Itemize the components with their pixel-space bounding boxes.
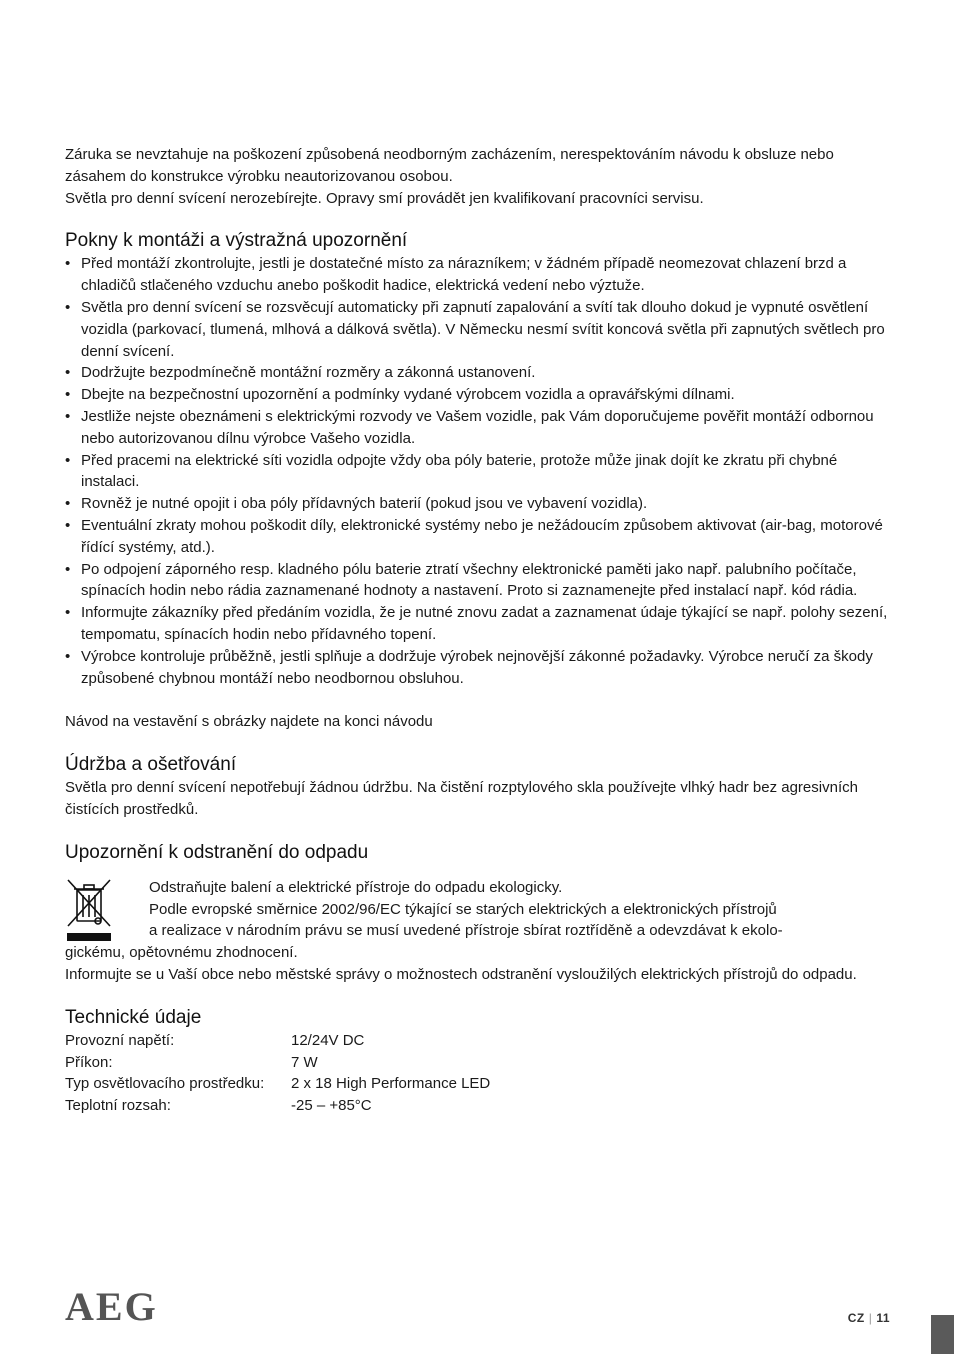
spec-value: 2 x 18 High Performance LED — [291, 1075, 491, 1093]
list-item: • Před montáží zkontrolujte, jestli je dostatečné místo za nárazníkem; v žádném případě neomezovat chlazení brzd a chladičů stlačeného vzduchu anebo poškodit hadice, elektrická vedení nebo výztuže. — [65, 253, 895, 297]
spec-key: Teplotní rozsah: — [65, 1097, 171, 1115]
page-number: CZ | 11 — [847, 1311, 890, 1325]
spec-value: 7 W — [291, 1053, 318, 1071]
disposal-line: a realizace v národním právu se musí uvedené přístroje sbírat roztříděně a odevzdávat k ekolo- — [149, 922, 783, 940]
section-title-care: Údržba a ošetřování — [65, 754, 237, 776]
spec-key: Typ osvětlovacího prostředku: — [65, 1075, 265, 1093]
list-item: • Dodržujte bezpodmínečně montážní rozměry a zákonná ustanovení. — [65, 362, 895, 384]
table-row — [65, 1073, 490, 1095]
section-title-disposal: Upozornění k odstranění do odpadu — [65, 841, 369, 863]
disposal-line: Podle evropské směrnice 2002/96/EC týkající se starých elektrických a elektronických přístrojů — [149, 900, 777, 918]
spec-key: Provozní napětí: — [65, 1031, 175, 1049]
mounting-list — [65, 253, 895, 689]
disposal-line: Informujte se u Vaší obce nebo městské správy o možnostech odstranění vysloužilých elektrických přístrojů do odpadu. — [65, 965, 857, 983]
disposal-line: gickému, opětovnému zhodnocení. — [65, 944, 298, 962]
list-item: • Před pracemi na elektrické síti vozidla odpojte vždy oba póly baterie, protože může jinak dojít ke zkratu při chybné instalaci. — [65, 450, 895, 494]
spec-value: -25 – +85°C — [291, 1097, 372, 1115]
list-item: • Výrobce kontroluje průběžně, jestli splňuje a dodržuje výrobek nejnovější zákonné požadavky. Výrobce neručí za škody způsobené chybnou montáží nebo neodbornou obsluhou. — [65, 646, 895, 690]
list-item: • Jestliže nejste obeznámeni s elektrickými rozvody ve Vašem vozidle, pak Vám doporučujeme pověřit montáží odbornou nebo autorizovanou dílnu výrobce Vašeho vozidla. — [65, 406, 895, 450]
aeg-logo — [65, 1286, 171, 1326]
tech-table — [65, 1030, 490, 1117]
list-item: • Eventuální zkraty mohou poškodit díly, elektronické systémy nebo je nežádoucím způsobem aktivovat (air-bag, motorové řídící systémy, atd.). — [65, 515, 895, 559]
page-content — [65, 144, 895, 1117]
spec-key: Příkon: — [65, 1053, 113, 1071]
section-title-mounting: Pokny k montáži a výstražná upozornění — [65, 230, 408, 252]
language-code: CZ — [847, 1311, 865, 1325]
section-title-tech: Technické údaje — [65, 1006, 202, 1028]
intro-paragraph: Světla pro denní svícení nerozebírejte. Opravy smí provádět jen kvalifikovaní pracovníci servisu. — [65, 189, 704, 207]
list-item: • Informujte zákazníky před předáním vozidla, že je nutné znovu zadat a zaznamenat údaje týkající se např. polohy sezení, tempomatu, spínacích hodin nebo přídavného topení. — [65, 602, 895, 646]
crossed-out-bin-icon — [65, 877, 115, 941]
list-item: • Světla pro denní svícení se rozsvěcují automaticky při zapnutí zapalování a svítí tak dlouho dokud je vypnuté osvětlení vozidla (parkovací, tlumená, mlhová a dálková světla). V Německu nesmí svítit koncová světla při zapnutých světlech pro denní svícení. — [65, 297, 895, 362]
intro-paragraph: Záruka se nevztahuje na poškození způsobená neodborným zacházením, nerespektováním návodu k obsluze nebo zásahem do konstrukce výrobku neautorizovanou osobou. — [65, 146, 834, 185]
side-tab-marker — [931, 1315, 954, 1354]
list-item: • Rovněž je nutné opojit i oba póly přídavných baterií (pokud jsou ve vybavení vozidla). — [65, 493, 895, 515]
logo-text: AEG — [65, 1286, 158, 1326]
disposal-line: Odstraňujte balení a elektrické přístroje do odpadu ekologicky. — [149, 878, 563, 896]
page-num: 11 — [876, 1311, 890, 1325]
mounting-note: Návod na vestavění s obrázky najdete na konci návodu — [65, 713, 433, 731]
disposal-block — [65, 877, 895, 986]
list-item: • Dbejte na bezpečnostní upozornění a podmínky vydané výrobcem vozidla a opravářskými dílnami. — [65, 384, 895, 406]
table-row — [65, 1052, 490, 1074]
spec-value: 12/24V DC — [291, 1031, 365, 1049]
list-item: • Po odpojení záporného resp. kladného pólu baterie ztratí všechny elektronické paměti jako např. palubního počítače, spínacích hodin nebo rádia zaznamenané hodnoty a nastavení. Proto si zaznamenejte před instalací např. kód rádia. — [65, 559, 895, 603]
table-row — [65, 1095, 490, 1117]
care-text: Světla pro denní svícení nepotřebují žádnou údržbu. Na čistění rozptylového skla používejte vlhký hadr bez agresivních čistících prostředků. — [65, 779, 858, 818]
table-row — [65, 1030, 490, 1052]
